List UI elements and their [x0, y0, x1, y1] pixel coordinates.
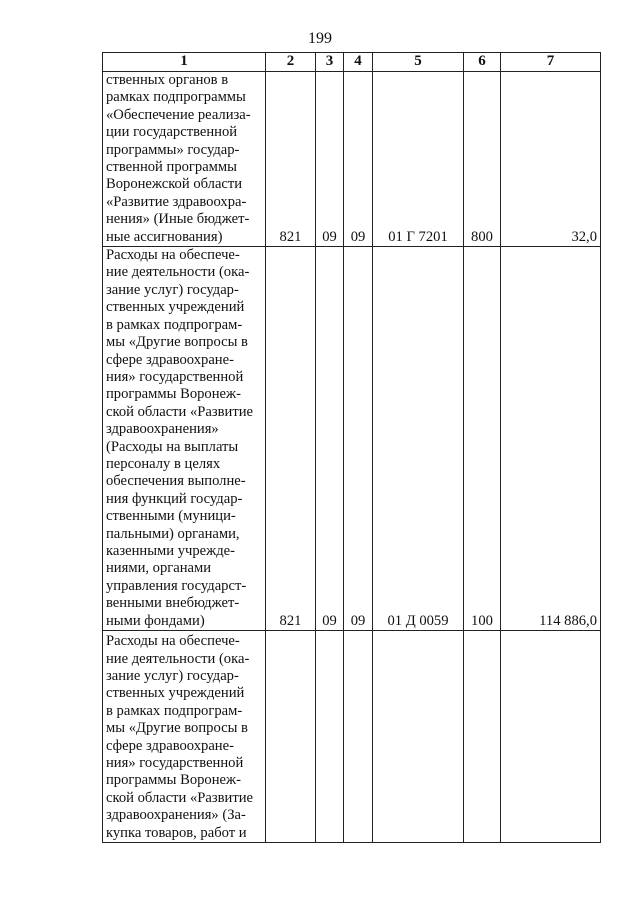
- description-line: ные ассигнования): [106, 228, 223, 245]
- page-number: 199: [308, 30, 332, 47]
- row-amount: [501, 631, 601, 843]
- row-ministry-code: 821: [266, 247, 316, 631]
- table-row: [103, 247, 601, 631]
- row-target-article: 01 Д 0059: [373, 247, 464, 631]
- row-target-article: 01 Г 7201: [373, 72, 464, 247]
- description-line: ния» государственной: [106, 368, 244, 385]
- description-line: ственными (муници-: [106, 508, 236, 525]
- description-line: ции государственной: [106, 124, 238, 141]
- budget-table: [102, 52, 601, 843]
- description-line: в рамках подпрограм-: [106, 316, 243, 333]
- description-line: Расходы на обеспече-: [106, 633, 240, 650]
- header-col-7: 7: [501, 53, 601, 72]
- row-description: [103, 631, 266, 843]
- description-line: ственной программы: [106, 159, 237, 176]
- table-row: [103, 72, 601, 247]
- row-expense-type: 800: [464, 72, 501, 247]
- description-line: Воронежской области: [106, 176, 243, 193]
- description-line: зание услуг) государ-: [106, 281, 239, 298]
- header-col-6: 6: [464, 53, 501, 72]
- header-row: [103, 53, 601, 72]
- description-line: сфере здравоохране-: [106, 737, 234, 754]
- description-line: Расходы на обеспече-: [106, 247, 240, 264]
- description-line: рамках подпрограммы: [106, 89, 246, 106]
- description-line: ние деятельности (ока-: [106, 264, 250, 281]
- row-expense-type: 100: [464, 247, 501, 631]
- description-line: здравоохранения»: [106, 421, 219, 438]
- description-line: ской области «Развитие: [106, 403, 254, 420]
- description-line: программы» государ-: [106, 141, 240, 158]
- header-col-4: 4: [344, 53, 373, 72]
- row-description: [103, 247, 266, 631]
- description-line: ниями, органами: [106, 560, 212, 577]
- description-line: пальными) органами,: [106, 525, 240, 542]
- header-col-5: 5: [373, 53, 464, 72]
- description-line: мы «Другие вопросы в: [106, 720, 248, 737]
- description-line: ния» государственной: [106, 754, 244, 771]
- row-amount: 114 886,0: [501, 247, 601, 631]
- description-line: нения» (Иные бюджет-: [106, 211, 250, 228]
- description-line: мы «Другие вопросы в: [106, 334, 248, 351]
- description-line: ственных учреждений: [106, 299, 245, 316]
- description-line: «Обеспечение реализа-: [106, 106, 251, 123]
- row-ministry-code: 821: [266, 72, 316, 247]
- row-section-code: 09: [316, 72, 344, 247]
- row-subsection-code: 09: [344, 247, 373, 631]
- description-line: ской области «Развитие: [106, 789, 254, 806]
- description-line: ственных органов в: [106, 72, 229, 88]
- description-line: купка товаров, работ и: [106, 824, 247, 841]
- description-line: венными внебюджет-: [106, 595, 240, 612]
- header-col-2: 2: [266, 53, 316, 72]
- row-expense-type: [464, 631, 501, 843]
- description-line: управления государст-: [106, 577, 247, 594]
- header-col-3: 3: [316, 53, 344, 72]
- description-line: в рамках подпрограм-: [106, 702, 243, 719]
- description-line: обеспечения выполне-: [106, 473, 246, 490]
- description-line: персоналу в целях: [106, 455, 221, 472]
- row-amount: 32,0: [501, 72, 601, 247]
- description-line: ния функций государ-: [106, 490, 243, 507]
- description-line: программы Воронеж-: [106, 386, 241, 403]
- description-line: сфере здравоохране-: [106, 351, 234, 368]
- description-line: программы Воронеж-: [106, 772, 241, 789]
- table-row: [103, 631, 601, 843]
- row-subsection-code: [344, 631, 373, 843]
- description-line: «Развитие здравоохра-: [106, 193, 247, 210]
- header-col-1: 1: [103, 53, 266, 72]
- row-description: [103, 72, 266, 247]
- description-line: зание услуг) государ-: [106, 667, 239, 684]
- description-line: здравоохранения» (За-: [106, 807, 246, 824]
- description-line: ными фондами): [106, 612, 205, 629]
- row-target-article: [373, 631, 464, 843]
- row-section-code: 09: [316, 247, 344, 631]
- description-line: казенными учрежде-: [106, 542, 235, 559]
- row-subsection-code: 09: [344, 72, 373, 247]
- description-line: ственных учреждений: [106, 685, 245, 702]
- description-line: ние деятельности (ока-: [106, 650, 250, 667]
- row-ministry-code: [266, 631, 316, 843]
- description-line: (Расходы на выплаты: [106, 438, 239, 455]
- row-section-code: [316, 631, 344, 843]
